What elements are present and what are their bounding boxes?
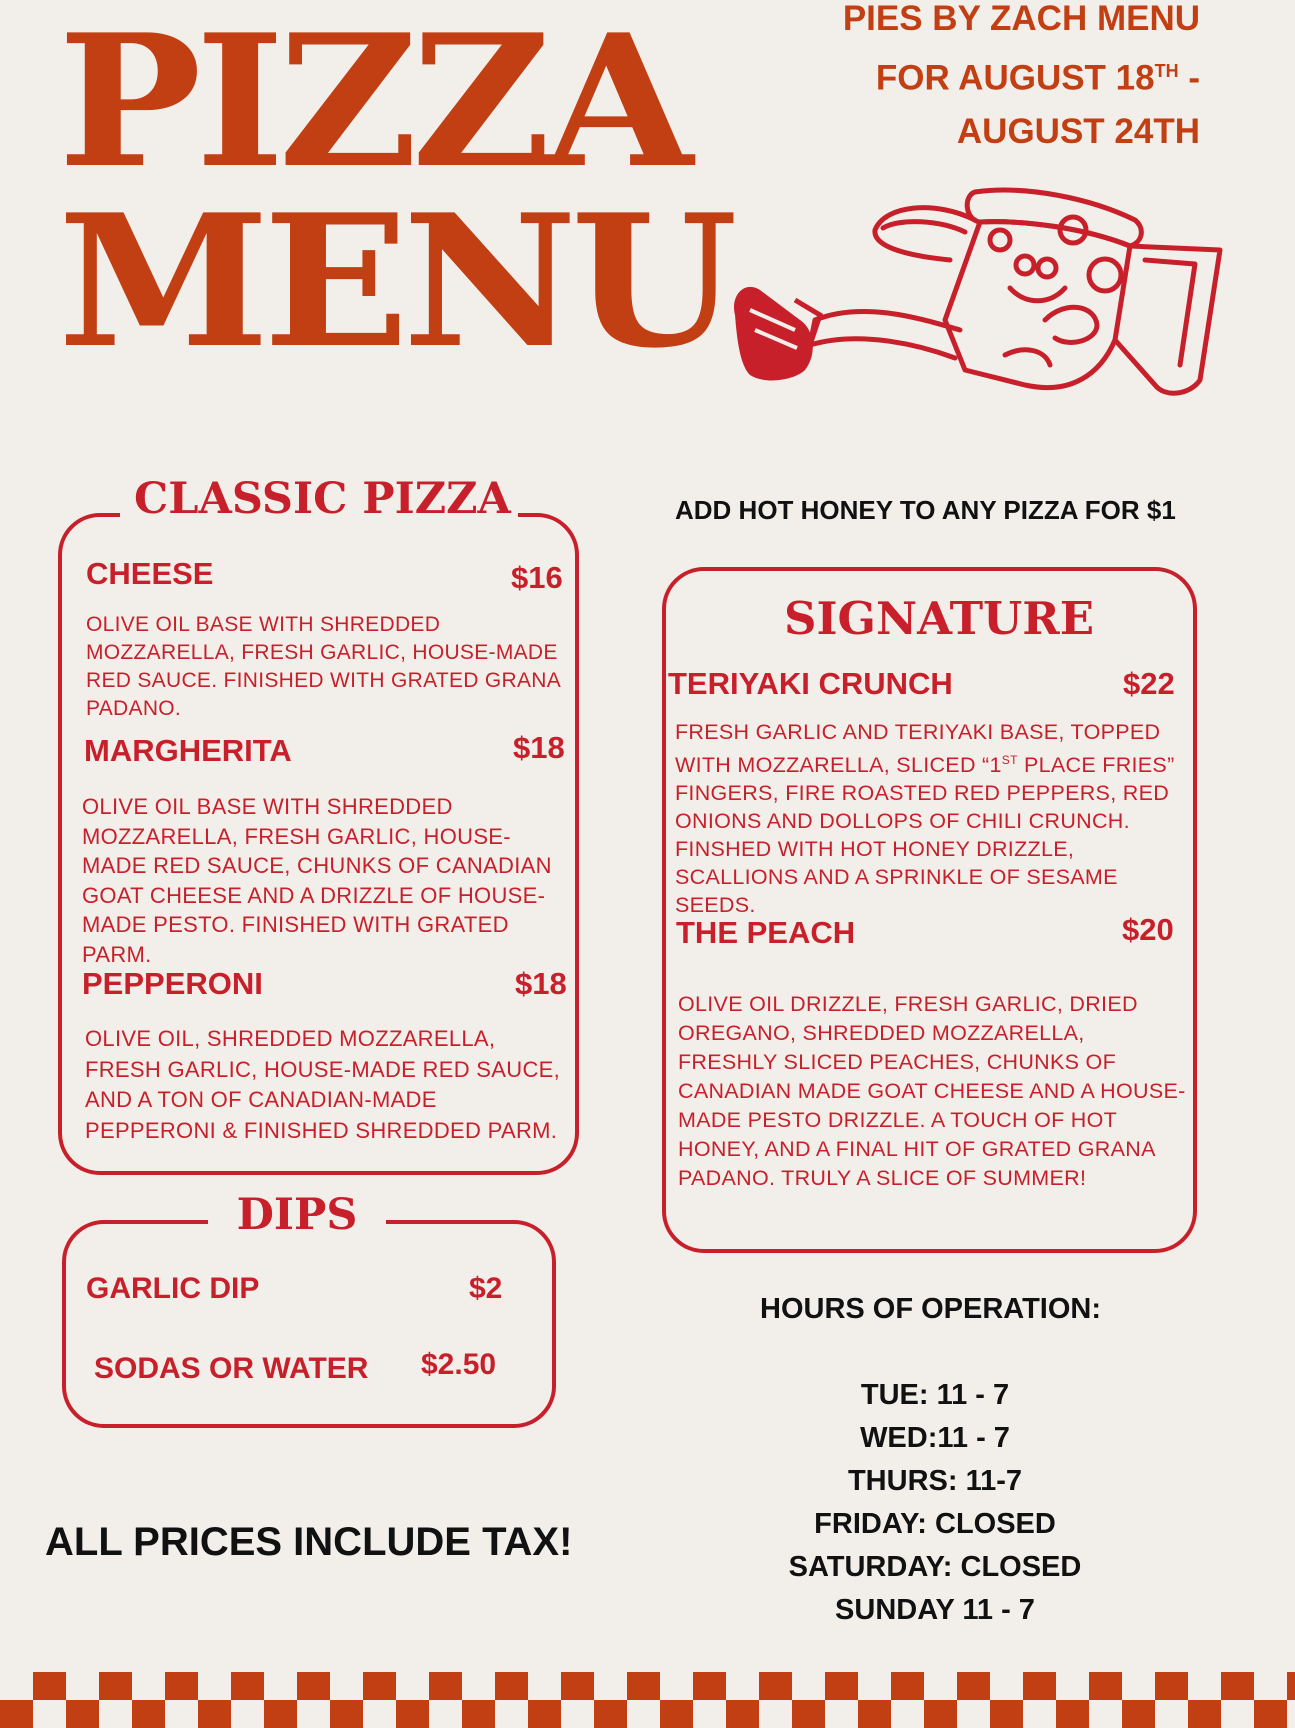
hours-line: TUE: 11 - 7 <box>860 1379 1010 1411</box>
dips-box <box>62 1220 556 1428</box>
item-margherita-price: $18 <box>513 730 565 765</box>
signature-heading: SIGNATURE <box>784 592 1094 645</box>
item-teriyaki-name: TERIYAKI CRUNCH <box>668 666 953 701</box>
menu-dates-line1: PIES BY ZACH MENU <box>842 0 1200 38</box>
item-pepperoni-name: PEPPERONI <box>82 966 263 1001</box>
hours-list <box>735 1374 1135 1632</box>
menu-dates-line2: FOR AUGUST 18TH - <box>875 58 1200 98</box>
item-teriyaki-desc: FRESH GARLIC AND TERIYAKI BASE, TOPPED WITH MOZZARELLA, SLICED “1ST PLACE FRIES” FINGERS, FIRE ROASTED RED PEPPERS, RED ONIONS AND DOLLOPS OF CHILI CRUNCH. FINSHED WITH HOT HONEY DRIZZLE, SCALLIONS AND A SPRINKLE OF SESAME SEEDS. <box>675 720 1175 918</box>
tax-note: ALL PRICES INCLUDE TAX! <box>45 1520 573 1564</box>
item-sodas-price: $2.50 <box>421 1348 497 1381</box>
hours-line: FRIDAY: CLOSED <box>814 1508 1056 1540</box>
menu-dates-line3: AUGUST 24TH <box>956 111 1200 151</box>
item-garlic-dip-name: GARLIC DIP <box>86 1272 260 1305</box>
item-cheese-name: CHEESE <box>86 556 214 591</box>
hours-line: WED:11 - 7 <box>860 1422 1010 1454</box>
item-peach-name: THE PEACH <box>676 915 856 950</box>
hours-line: SUNDAY 11 - 7 <box>835 1594 1035 1626</box>
item-teriyaki-price: $22 <box>1123 666 1175 701</box>
item-peach-price: $20 <box>1122 912 1174 947</box>
checkered-border <box>0 1672 1295 1728</box>
hours-heading: HOURS OF OPERATION: <box>760 1293 1102 1325</box>
item-sodas-name: SODAS OR WATER <box>94 1352 369 1385</box>
hot-honey-note: ADD HOT HONEY TO ANY PIZZA FOR $1 <box>675 495 1176 525</box>
item-peach-desc: OLIVE OIL DRIZZLE, FRESH GARLIC, DRIED OREGANO, SHREDDED MOZZARELLA, FRESHLY SLICED PEACHES, CHUNKS OF CANADIAN MADE GOAT CHEESE AND A HOUSE-MADE PESTO DRIZZLE. A TOUCH OF HOT HONEY, AND A FINAL HIT OF GRATED GRANA PADANO. TRULY A SLICE OF SUMMER! <box>678 992 1186 1190</box>
item-garlic-dip-price: $2 <box>469 1272 503 1305</box>
title-menu: MENU <box>58 174 732 388</box>
menu-dates <box>680 0 1200 158</box>
item-margherita-desc: OLIVE OIL BASE WITH SHREDDED MOZZARELLA, FRESH GARLIC, HOUSE-MADE RED SAUCE, CHUNKS OF CANADIAN GOAT CHEESE AND A DRIZZLE OF HOUSE-MADE PESTO. FINISHED WITH GRATED PARM. <box>82 794 552 967</box>
hours-line: THURS: 11-7 <box>847 1465 1023 1497</box>
item-margherita-name: MARGHERITA <box>84 733 292 768</box>
item-pepperoni-price: $18 <box>515 966 567 1001</box>
title-pizza: PIZZA <box>58 0 687 208</box>
item-cheese-price: $16 <box>511 560 563 595</box>
dips-heading: DIPS <box>208 1190 386 1240</box>
item-pepperoni-desc: OLIVE OIL, SHREDDED MOZZARELLA, FRESH GARLIC, HOUSE-MADE RED SAUCE, AND A TON OF CANADIAN-MADE PEPPERONI & FINISHED SHREDDED PARM. <box>85 1026 561 1143</box>
classic-pizza-heading: CLASSIC PIZZA <box>120 474 518 524</box>
hours-line: SATURDAY: CLOSED <box>788 1551 1082 1583</box>
pizza-slice-mascot-icon <box>725 180 1225 425</box>
item-cheese-desc: OLIVE OIL BASE WITH SHREDDED MOZZARELLA, FRESH GARLIC, HOUSE-MADE RED SAUCE. FINISHED WITH GRATED GRANA PADANO. <box>86 613 560 720</box>
